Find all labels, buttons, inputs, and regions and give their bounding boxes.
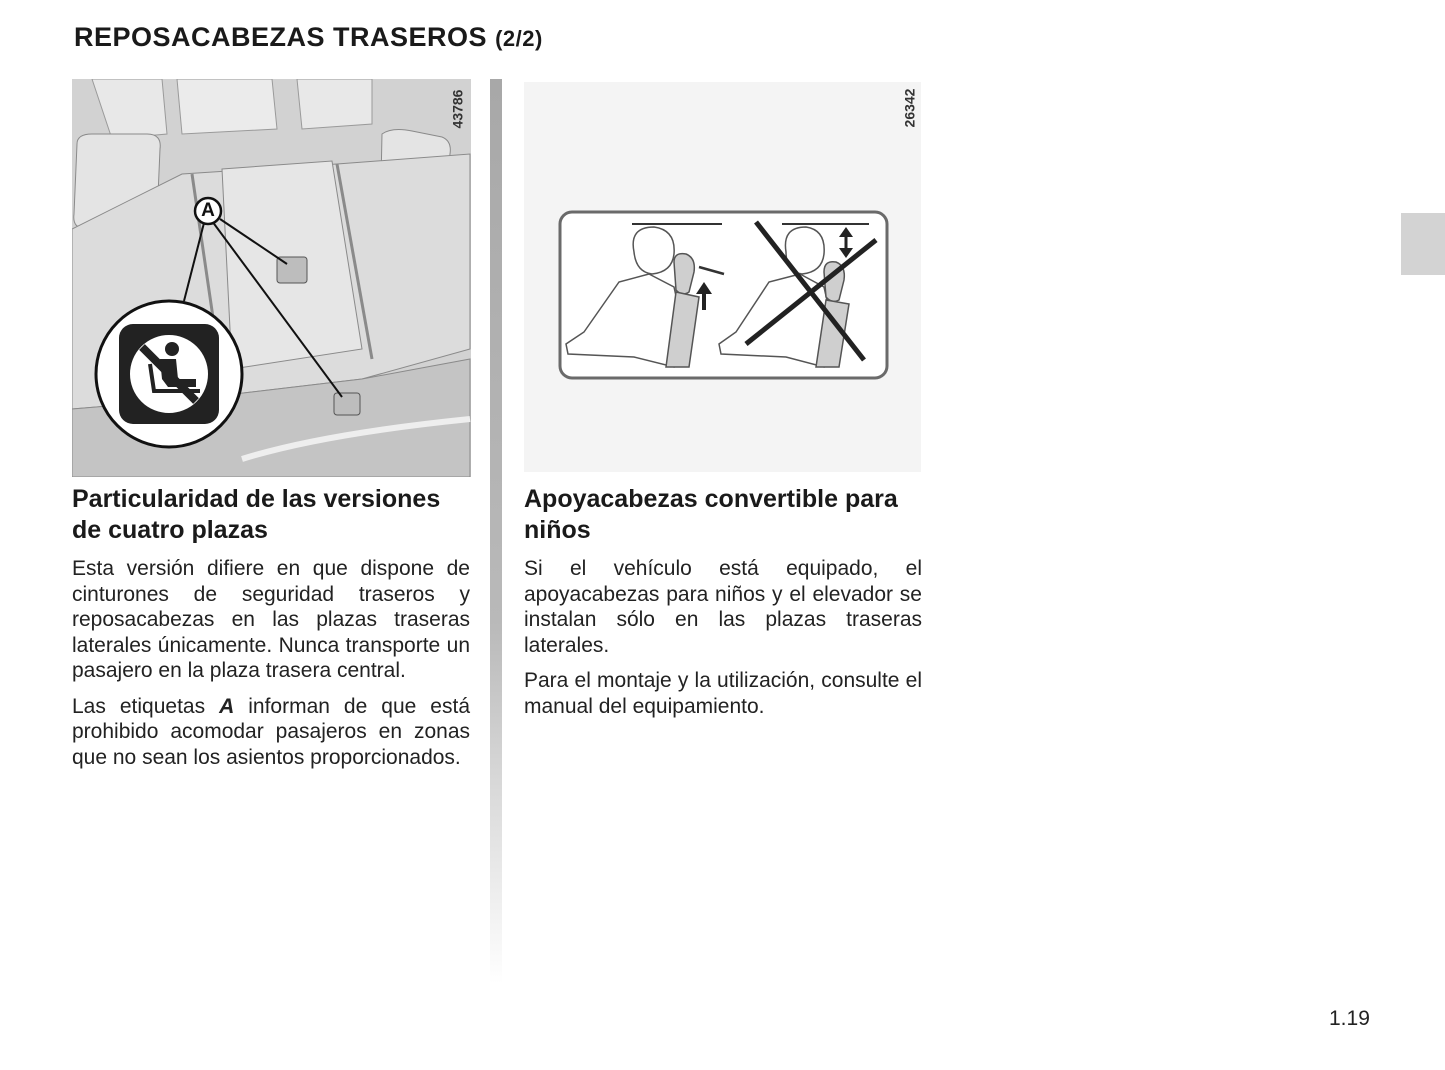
left-paragraph-2-start: Las etiquetas [72, 694, 220, 718]
left-paragraph-2-end: informan de que está prohibido acomodar pasajeros en zonas que no sean los asientos proporcionados. [72, 694, 470, 769]
page-title-text: REPOSACABEZAS TRASEROS [74, 22, 488, 52]
left-heading: Particularidad de las versiones de cuatro plazas [72, 485, 441, 544]
right-heading: Apoyacabezas convertible para niños [524, 485, 898, 544]
no-passenger-icon [119, 324, 219, 424]
headrest-diagram [524, 82, 921, 472]
page-title-suffix: (2/2) [495, 26, 543, 51]
right-paragraph-1: Si el vehículo está equipado, el apoyacabezas para niños y el elevador se instalan sólo en las plazas traseras laterales. [524, 557, 922, 657]
label-a-callout: A [201, 200, 215, 221]
figure-code-left: 43786 [449, 89, 466, 129]
label-a-reference: A [219, 694, 235, 718]
left-paragraph-1: Esta versión difiere en que dispone de cinturones de seguridad traseros y reposacabezas en las plazas traseras laterales únicamente. Nunca transporte un pasajero en la plaza trasera central. [72, 557, 470, 682]
column-divider [490, 79, 502, 984]
right-column [524, 484, 922, 729]
left-column [72, 484, 470, 780]
right-paragraph-2: Para el montaje y la utilización, consulte el manual del equipamiento. [524, 669, 922, 718]
rear-seats-illustration [72, 79, 471, 477]
page-title [74, 22, 543, 53]
rear-seats-drawing [72, 79, 471, 477]
figure-code-right: 26342 [901, 88, 918, 128]
section-tab [1401, 213, 1445, 275]
left-paragraph-2 [72, 694, 470, 771]
page-number: 1.19 [1329, 1007, 1370, 1030]
headrest-diagram-drawing [524, 82, 921, 472]
